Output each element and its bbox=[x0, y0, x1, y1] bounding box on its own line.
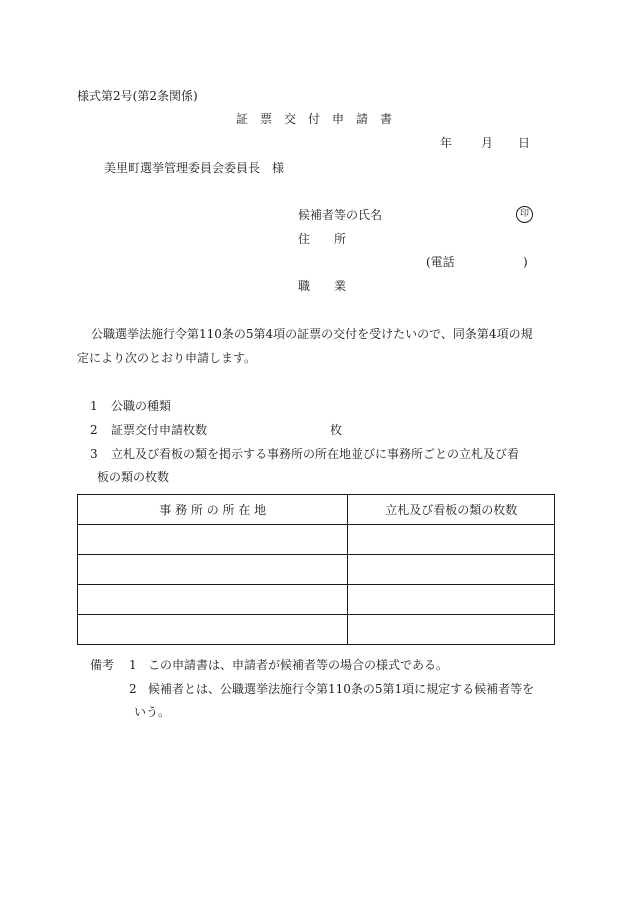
date-year: 年 bbox=[440, 136, 453, 150]
note2-text-line1: 候補者とは、公職選挙法施行令第110条の5第1項に規定する候補者等を bbox=[148, 682, 535, 696]
sign-count-cell[interactable] bbox=[348, 585, 555, 615]
office-location-cell[interactable] bbox=[78, 555, 348, 585]
item3-text-line1: 立札及び看板の類を掲示する事務所の所在地並びに事務所ごとの立札及び看 bbox=[111, 447, 520, 461]
office-table bbox=[77, 494, 555, 645]
table-header-row bbox=[78, 495, 555, 525]
item3-number: 3 bbox=[90, 447, 98, 461]
office-location-cell[interactable] bbox=[78, 525, 348, 555]
body-text-line1: 公職選挙法施行令第110条の5第4項の証票の交付を受けたいので、同条第4項の規 bbox=[91, 327, 533, 341]
date-day: 日 bbox=[518, 136, 531, 150]
office-location-cell[interactable] bbox=[78, 585, 348, 615]
table-row bbox=[78, 585, 555, 615]
note1-text: この申請書は、申請者が候補者等の場合の様式である。 bbox=[148, 658, 449, 672]
form-number: 様式第2号(第2条関係) bbox=[77, 89, 198, 103]
sign-count-header: 立札及び看板の類の枚数 bbox=[348, 495, 555, 525]
table-row bbox=[78, 615, 555, 645]
item1-number: 1 bbox=[90, 399, 98, 413]
notes-label: 備考 bbox=[90, 658, 115, 672]
item2-label: 証票交付申請枚数 bbox=[111, 423, 208, 437]
body-text-line2: 定により次のとおり申請します。 bbox=[77, 351, 257, 365]
item2-unit: 枚 bbox=[330, 423, 343, 437]
candidate-name-label: 候補者等の氏名 bbox=[298, 208, 383, 222]
sign-count-cell[interactable] bbox=[348, 615, 555, 645]
phone-open: (電話 bbox=[426, 255, 455, 269]
phone-close: ) bbox=[523, 255, 528, 269]
addressee: 美里町選挙管理委員会委員長 様 bbox=[104, 161, 285, 175]
address-label: 住 所 bbox=[298, 232, 347, 246]
form-title: 証 票 交 付 申 請 書 bbox=[236, 112, 393, 126]
note2-number: 2 bbox=[129, 682, 137, 696]
date-month: 月 bbox=[481, 136, 494, 150]
sign-count-cell[interactable] bbox=[348, 555, 555, 585]
item1-label: 公職の種類 bbox=[111, 399, 172, 413]
seal-mark: 印 bbox=[516, 206, 533, 223]
item2-number: 2 bbox=[90, 423, 98, 437]
office-location-cell[interactable] bbox=[78, 615, 348, 645]
occupation-label: 職 業 bbox=[298, 279, 347, 293]
note1-number: 1 bbox=[129, 658, 137, 672]
sign-count-cell[interactable] bbox=[348, 525, 555, 555]
table-row bbox=[78, 555, 555, 585]
table-row bbox=[78, 525, 555, 555]
office-location-header: 事 務 所 の 所 在 地 bbox=[78, 495, 348, 525]
item3-text-line2: 板の類の枚数 bbox=[97, 470, 170, 484]
note2-text-line2: いう。 bbox=[134, 705, 171, 719]
